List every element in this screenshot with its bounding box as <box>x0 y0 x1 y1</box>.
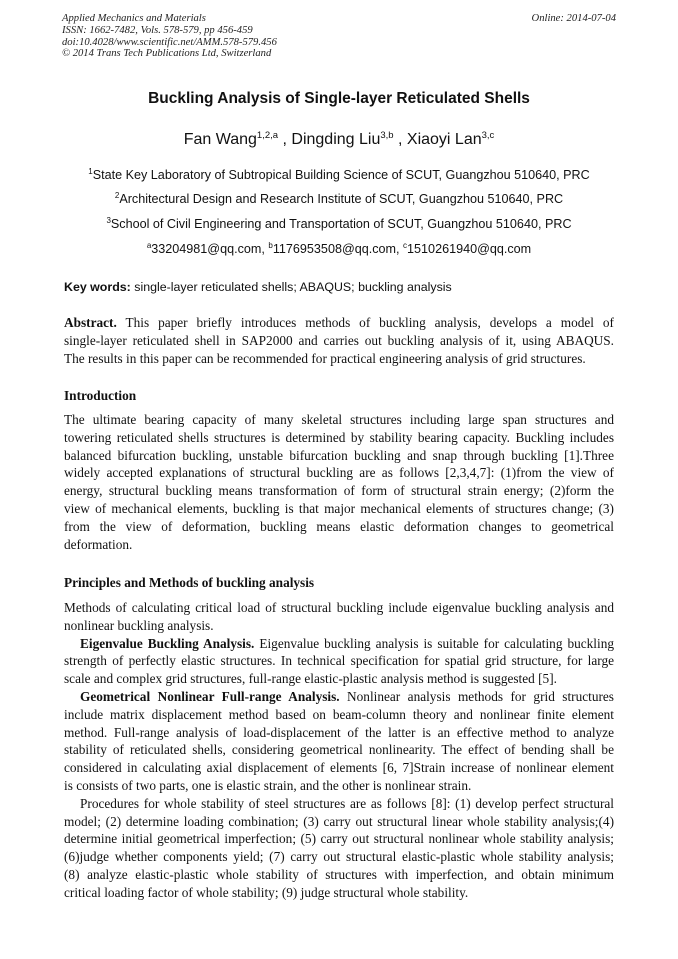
eigen-label: Eigenvalue Buckling Analysis. <box>80 635 255 651</box>
geo-line: stability of reticulated shells, considering geometrical nonlinearity. The effect of bending shall be <box>64 742 614 758</box>
introduction-heading: Introduction <box>64 388 137 403</box>
author-name: Fan Wang <box>183 131 257 148</box>
paper-title: Buckling Analysis of Single-layer Reticulated Shells <box>148 90 530 107</box>
doi-line: doi:10.4028/www.scientific.net/AMM.578-579.456 <box>62 36 277 48</box>
proc-line: critical loading factor of whole stability; (9) judge structural whole stability. <box>64 884 469 900</box>
intro-line: view of mechanical elements, buckling is that major mechanical elements of structures change; (3) <box>64 500 614 516</box>
proc-line: Procedures for whole stability of steel structures are as follows [8]: (1) develop perfect structural <box>80 795 614 811</box>
affil-text: Architectural Design and Research Institute of SCUT, Guangzhou 510640, PRC <box>119 192 564 206</box>
eigen-line: strength of perfectly elastic structures. In technical specification for spatial grid structure, for large <box>64 653 614 669</box>
email-line: $^a$33204981@qq.com, $^b$1176953508@qq.com, $^c$1510261940@qq.com <box>146 241 532 256</box>
affil-text: School of Civil Engineering and Transportation of SCUT, Guangzhou 510640, PRC <box>110 217 572 231</box>
email-sup: c <box>403 241 408 250</box>
intro-line: balanced bifurcation buckling, unstable bifurcation buckling and snap through buckling [1].Three <box>64 447 614 463</box>
geo-line: Nonlinear analysis methods for grid structures <box>347 688 614 704</box>
email-sup: a <box>146 241 152 250</box>
keywords <box>64 280 452 294</box>
eigen-line: Eigenvalue buckling analysis is suitable for calculating buckling <box>259 635 614 651</box>
affiliation-3 <box>0 216 678 231</box>
email-address: 1176953508@qq.com <box>272 242 397 256</box>
affil-sup: 1 <box>88 167 93 176</box>
principles-line: Methods of calculating critical load of structural buckling include eigenvalue buckling analysis and <box>64 600 614 615</box>
proc-line: determine initial geometrical imperfection; (5) carry out structural nonlinear whole stability analysis; <box>64 831 614 847</box>
proc-line: model; (2) determine loading combination; (3) carry out structural linear whole stability analysis;(4) <box>64 813 614 829</box>
intro-line: deformation. <box>64 536 133 552</box>
geo-line: considered in calculating axial displacement of elements [6, 7]Strain increase of nonlinear element <box>64 760 614 776</box>
author-separator: , <box>393 131 407 148</box>
proc-line: (8) analyze elastic-plastic whole stability of structures with imperfection, and obtain minimum <box>64 866 614 882</box>
author-list <box>0 130 678 149</box>
affil-sup: 3 <box>106 216 111 225</box>
intro-line: from the view of deformation, buckling means elastic deformation changes to geometrical <box>64 518 614 534</box>
principles-line: nonlinear buckling analysis. <box>64 617 214 633</box>
keywords-label: Key words: <box>64 280 131 294</box>
proc-line: (6)judge whether components yield; (7) carry out structural elastic-plastic whole stability analysis; <box>64 849 614 865</box>
abstract-block <box>64 314 614 367</box>
geo-line: is consists of two parts, one is elastic strain, and the other is nonlinear strain. <box>64 777 472 793</box>
intro-line: The ultimate bearing capacity of many skeletal structures including large span structures and <box>64 412 614 427</box>
copyright-line: © 2014 Trans Tech Publications Ltd, Switzerland <box>62 48 272 60</box>
intro-line: towering reticulated shells structures is determined by stability bearing capacity. Buckling includes <box>64 429 614 445</box>
affil-text: State Key Laboratory of Subtropical Building Science of SCUT, Guangzhou 510640, PRC <box>92 168 590 182</box>
abstract-line: The results in this paper can be recommended for practical engineering analysis of grid structures. <box>64 350 586 366</box>
author-affil-sup: 3,c <box>481 130 495 141</box>
author-name: Xiaoyi Lan <box>406 131 482 148</box>
email-sup: b <box>268 241 273 250</box>
geo-line: method. Full-range analysis of load-displacement of the latter is an effective method to analyze <box>64 724 614 740</box>
principles-body <box>64 599 614 902</box>
abstract-line: single-layer reticulated shell in SAP2000 and carries out buckling analysis of it, using ABAQUS. <box>64 332 614 348</box>
issn-line: ISSN: 1662-7482, Vols. 578-579, pp 456-459 <box>62 24 253 36</box>
eigen-line: scale and complex grid structures, full-range elastic-plastic analysis method is suggested [5]. <box>64 671 557 687</box>
email-address: 33204981@qq.com <box>151 242 262 256</box>
affiliation-1 <box>0 167 678 182</box>
introduction-body <box>64 411 614 553</box>
intro-line: energy, structural buckling means transformation of form of structural strain energy; (2)form the <box>64 483 614 499</box>
email-address: 1510261940@qq.com <box>407 242 532 256</box>
intro-line: widely accepted explanations of structural buckling are as follows [2,3,4,7]: (1)from the view of <box>64 465 614 481</box>
author-name: Dingding Liu <box>291 131 381 148</box>
author-separator: , <box>278 131 292 148</box>
abstract-label: Abstract. <box>64 315 117 330</box>
principles-heading: Principles and Methods of buckling analysis <box>64 575 315 590</box>
journal-header <box>62 13 616 60</box>
online-date: Online: 2014-07-04 <box>531 13 616 24</box>
keywords-text: single-layer reticulated shells; ABAQUS; buckling analysis <box>134 280 452 294</box>
affil-sup: 2 <box>114 191 120 200</box>
journal-name: Applied Mechanics and Materials <box>62 13 206 24</box>
author-affil-sup: 1,2,a <box>256 130 279 141</box>
abstract-line: This paper briefly introduces methods of buckling analysis, develops a model of <box>125 315 614 330</box>
affiliation-2 <box>0 191 678 206</box>
geo-line: include matrix displacement method based on beam-column theory and nonlinear finite element <box>64 706 614 722</box>
author-affil-sup: 3,b <box>380 130 394 141</box>
geo-label: Geometrical Nonlinear Full-range Analysis. <box>80 688 340 704</box>
